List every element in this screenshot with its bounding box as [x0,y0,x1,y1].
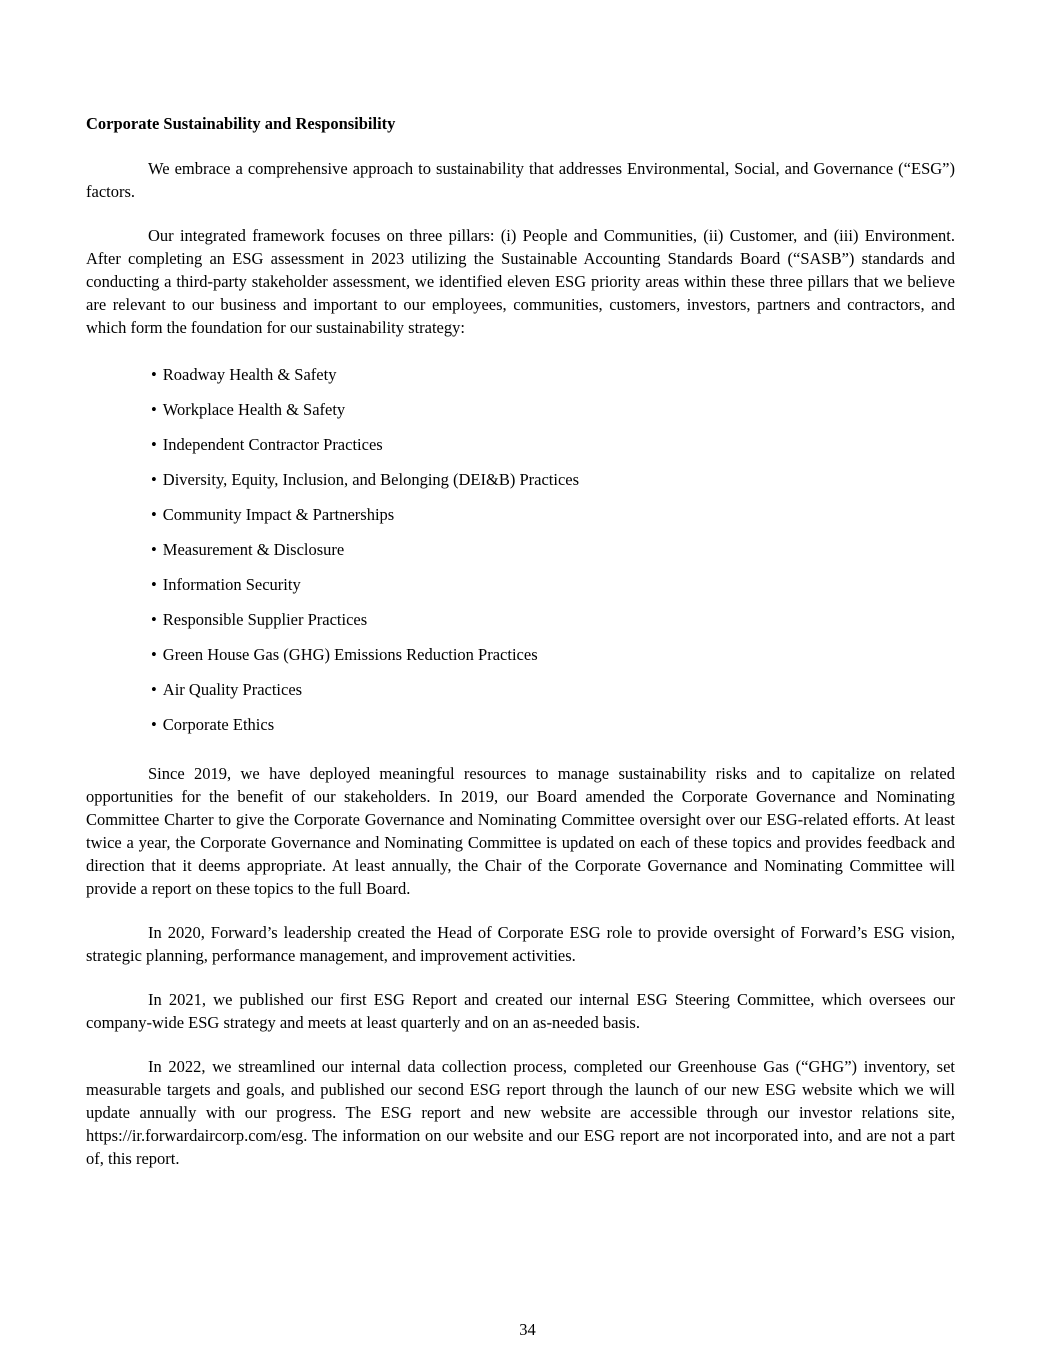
list-item-label: Workplace Health & Safety [162,400,346,419]
list-item [86,538,955,561]
list-item-label: Air Quality Practices [162,680,303,699]
bullet-icon: • [151,505,157,524]
list-item-label: Measurement & Disclosure [162,540,345,559]
list-item [86,503,955,526]
bullet-icon: • [151,435,157,454]
paragraph-2021-esg-report: In 2021, we published our first ESG Report and created our internal ESG Steering Committee, which oversees our company-wide ESG strategy and meets at least quarterly and on an as-needed basis. [86,990,955,1032]
list-item [86,608,955,631]
bullet-icon: • [151,645,157,664]
list-item [86,573,955,596]
paragraph-esg-intro: We embrace a comprehensive approach to sustainability that addresses Environmental, Social, and Governance (“ESG”) factors. [86,159,955,201]
bullet-icon: • [151,715,157,734]
list-item [86,398,955,421]
esg-priority-list [86,363,955,736]
list-item-label: Diversity, Equity, Inclusion, and Belonging (DEI&B) Practices [162,470,580,489]
list-item-label: Responsible Supplier Practices [162,610,368,629]
bullet-icon: • [151,400,157,419]
list-item-label: Independent Contractor Practices [162,435,383,454]
list-item [86,433,955,456]
bullet-icon: • [151,470,157,489]
list-item [86,363,955,386]
bullet-icon: • [151,365,157,384]
list-item [86,468,955,491]
list-item-label: Community Impact & Partnerships [162,505,395,524]
list-item-label: Roadway Health & Safety [162,365,337,384]
paragraph-2020-leadership: In 2020, Forward’s leadership created the Head of Corporate ESG role to provide oversight of Forward’s ESG vision, strategic planning, performance management, and improvement activities. [86,923,955,965]
list-item-label: Green House Gas (GHG) Emissions Reduction Practices [162,645,538,664]
list-item-label: Information Security [162,575,301,594]
bullet-icon: • [151,540,157,559]
page-number: 34 [519,1320,536,1339]
list-item [86,643,955,666]
list-item-label: Corporate Ethics [162,715,275,734]
bullet-icon: • [151,610,157,629]
paragraph-framework-pillars: Our integrated framework focuses on three pillars: (i) People and Communities, (ii) Customer, and (iii) Environment. After completing an ESG assessment in 2023 utilizing the Sustainable Accounting Standards Board (“SASB”) standards and conducting a third-party stakeholder assessment, we identified eleven ESG priority areas within these three pillars that we believe are relevant to our business and important to our employees, communities, customers, investors, partners and contractors, and which form the foundation for our sustainability strategy: [86,226,955,337]
paragraph-since-2019: Since 2019, we have deployed meaningful resources to manage sustainability risks and to capitalize on related opportunities for the benefit of our stakeholders. In 2019, our Board amended the Corporate Governance and Nominating Committee Charter to give the Corporate Governance and Nominating Committee oversight over our ESG-related efforts. At least twice a year, the Corporate Governance and Nominating Committee is updated on each of these topics and provides feedback and direction that it deems appropriate. At least annually, the Chair of the Corporate Governance and Nominating Committee will provide a report on these topics to the full Board. [86,764,955,898]
section-heading: Corporate Sustainability and Responsibility [86,114,396,133]
list-item [86,713,955,736]
bullet-icon: • [151,575,157,594]
bullet-icon: • [151,680,157,699]
paragraph-2022-ghg-inventory: In 2022, we streamlined our internal data collection process, completed our Greenhouse Gas (“GHG”) inventory, set measurable targets and goals, and published our second ESG report through the launch of our new ESG website which we will update annually with our progress. The ESG report and new website are accessible through our investor relations site, https://ir.forwardaircorp.com/esg. The information on our website and our ESG report are not incorporated into, and are not a part of, this report. [86,1057,955,1168]
list-item [86,678,955,701]
